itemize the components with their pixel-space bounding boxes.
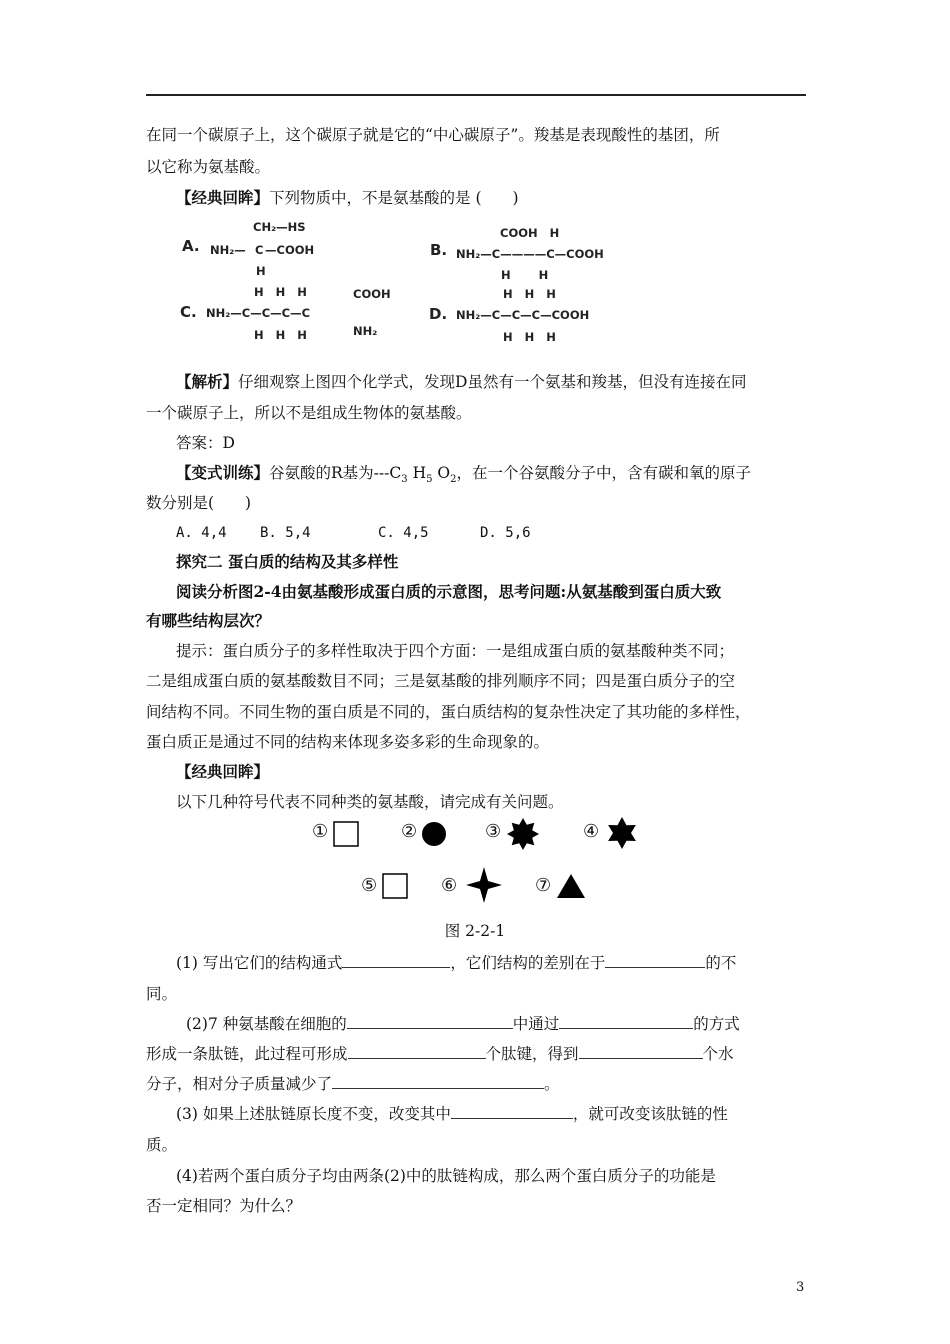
q2-text-b: 中通过 xyxy=(512,1015,560,1033)
q2-blank-1[interactable] xyxy=(347,1010,513,1029)
structure-a-left: NH₂— xyxy=(210,243,246,257)
q1-blank-2[interactable] xyxy=(605,949,705,968)
question-2-line3 xyxy=(146,1069,808,1099)
symbol-3-num: ③ xyxy=(485,821,502,842)
symbol-6-num: ⑥ xyxy=(441,875,458,896)
structure-d-main: NH₂—C—C—C—COOH xyxy=(456,308,590,322)
analysis-text: 仔细观察上图四个化学式，发现D虽然有一个氨基和羧基，但没有连接在同 xyxy=(238,373,747,391)
analysis-tag: 【解析】 xyxy=(176,372,239,391)
four-point-star-icon xyxy=(465,866,503,904)
square-outline-icon xyxy=(382,873,408,899)
structure-d-label: D. xyxy=(429,305,448,323)
analysis-line2: 一个碳原子上，所以不是组成生物体的氨基酸。 xyxy=(146,404,472,422)
variant-sub2: 5 xyxy=(426,474,433,486)
variant-text-b: H xyxy=(407,464,427,482)
q1-blank-1[interactable] xyxy=(342,949,450,968)
question-2 xyxy=(186,1009,740,1039)
structure-c-right-bottom: NH₂ xyxy=(353,324,378,338)
option-b: B. 5,4 xyxy=(260,525,311,541)
variant-tag: 【变式训练】 xyxy=(176,463,270,482)
structure-a-label: A. xyxy=(182,237,200,255)
structure-d-bottom: H H H xyxy=(503,330,556,344)
q3-text-b: ，就可改变该肽链的性 xyxy=(572,1105,728,1123)
hint-line2: 二是组成蛋白质的氨基酸数目不同；三是氨基酸的排列顺序不同；四是蛋白质分子的空 xyxy=(146,672,736,690)
symbol-5-num: ⑤ xyxy=(361,875,378,896)
eight-point-star-icon xyxy=(506,817,540,851)
structure-b-label: B. xyxy=(430,241,448,259)
page-number: 3 xyxy=(796,1280,805,1295)
figure-caption: 图 2-2-1 xyxy=(444,922,506,940)
structure-c-right-top: COOH xyxy=(353,287,391,301)
explore2-title: 探究二 蛋白质的结构及其多样性 xyxy=(176,552,399,571)
filled-triangle-icon xyxy=(556,873,586,899)
q2-text-h: 。 xyxy=(544,1075,560,1093)
structure-b-top: COOH H xyxy=(500,226,560,240)
option-c: C. 4,5 xyxy=(378,525,429,541)
q2-text-f: 个水 xyxy=(702,1045,734,1063)
question-4-line2: 否一定相同？为什么？ xyxy=(146,1197,302,1215)
hint-line3: 间结构不同。不同生物的蛋白质是不同的，蛋白质结构的复杂性决定了其功能的多样性， xyxy=(146,703,751,721)
review2-tag: 【经典回眸】 xyxy=(176,762,270,781)
q3-text-a: (3) 如果上述肽链原长度不变，改变其中 xyxy=(176,1105,451,1123)
question-4-line1: (4)若两个蛋白质分子均由两条(2)中的肽链构成，那么两个蛋白质分子的功能是 xyxy=(176,1167,716,1185)
review1-tag: 【经典回眸】 xyxy=(176,188,270,207)
option-a: A. 4,4 xyxy=(176,525,227,541)
structure-b-bottom: H H xyxy=(501,268,549,282)
q2-text-d: 形成一条肽链，此过程可形成 xyxy=(146,1045,348,1063)
q2-text-e: 个肽键，得到 xyxy=(485,1045,579,1063)
structure-a-right: —COOH xyxy=(265,243,315,257)
hint-line4: 蛋白质正是通过不同的结构来体现多姿多彩的生命现象的。 xyxy=(146,733,550,751)
structure-c-bottom: H H H xyxy=(254,328,307,342)
structure-d-top: H H H xyxy=(503,287,556,301)
analysis-line1 xyxy=(176,367,746,397)
structure-a-bottom: H xyxy=(256,264,266,278)
question-3 xyxy=(176,1099,728,1129)
filled-circle-icon xyxy=(421,821,447,847)
q3-line2: 质。 xyxy=(146,1136,178,1154)
symbol-1-num: ① xyxy=(312,821,329,842)
variant-sub1: 3 xyxy=(401,474,408,486)
structure-c-top: H H H xyxy=(254,285,307,299)
question-1 xyxy=(176,948,736,978)
q2-blank-5[interactable] xyxy=(332,1070,544,1089)
review1-text: 下列物质中，不是氨基酸的是 ( ) xyxy=(269,189,519,207)
review2-intro: 以下几种符号代表不同种类的氨基酸，请完成有关问题。 xyxy=(176,793,564,811)
symbol-7-num: ⑦ xyxy=(535,875,552,896)
structure-a-top: CH₂—HS xyxy=(253,220,306,234)
para1-line1: 在同一个碳原子上，这个碳原子就是它的“中心碳原子”。羧基是表现酸性的基团，所 xyxy=(146,126,720,144)
q1-text-b: ，它们结构的差别在于 xyxy=(450,954,606,972)
variant-line2: 数分别是( ) xyxy=(146,494,252,512)
symbol-4-num: ④ xyxy=(583,821,600,842)
q1-text-c: 的不 xyxy=(705,954,737,972)
question-2-line2 xyxy=(146,1039,808,1069)
header-rule xyxy=(146,94,806,96)
variant-text-d: ，在一个谷氨酸分子中，含有碳和氧的原子 xyxy=(456,464,751,482)
hint-line1: 提示：蛋白质分子的多样性取决于四个方面：一是组成蛋白质的氨基酸种类不同； xyxy=(176,642,735,660)
q2-text-a: (2)7 种氨基酸在细胞的 xyxy=(186,1015,347,1033)
q2-text-c: 的方式 xyxy=(693,1015,740,1033)
review1-question xyxy=(176,183,519,213)
para1-line2: 以它称为氨基酸。 xyxy=(146,158,271,176)
symbol-2-num: ② xyxy=(401,821,418,842)
explore2-q2: 有哪些结构层次？ xyxy=(146,611,271,630)
q2-blank-4[interactable] xyxy=(579,1040,703,1059)
q3-blank-1[interactable] xyxy=(451,1100,573,1119)
structure-b-main: NH₂—C————C—COOH xyxy=(456,247,604,261)
q1-text-a: (1) 写出它们的结构通式 xyxy=(176,954,343,972)
structure-c-main: NH₂—C—C—C—C xyxy=(206,306,311,320)
answer: 答案：D xyxy=(176,434,235,452)
explore2-q1: 阅读分析图2-4由氨基酸形成蛋白质的示意图，思考问题:从氨基酸到蛋白质大致 xyxy=(176,582,722,601)
q2-blank-3[interactable] xyxy=(348,1040,486,1059)
option-d: D. 5,6 xyxy=(480,525,531,541)
structure-a-center: C xyxy=(255,243,264,257)
six-point-star-icon xyxy=(605,816,639,850)
square-outline-icon xyxy=(333,821,359,847)
q1-line2: 同。 xyxy=(146,985,178,1003)
q2-text-g: 分子，相对分子质量减少了 xyxy=(146,1075,333,1093)
q2-blank-2[interactable] xyxy=(559,1010,693,1029)
variant-sub3: 2 xyxy=(450,474,457,486)
structure-c-label: C. xyxy=(180,303,197,321)
variant-text-c: O xyxy=(432,464,451,482)
variant-text-a: 谷氨酸的R基为---C xyxy=(269,464,402,482)
